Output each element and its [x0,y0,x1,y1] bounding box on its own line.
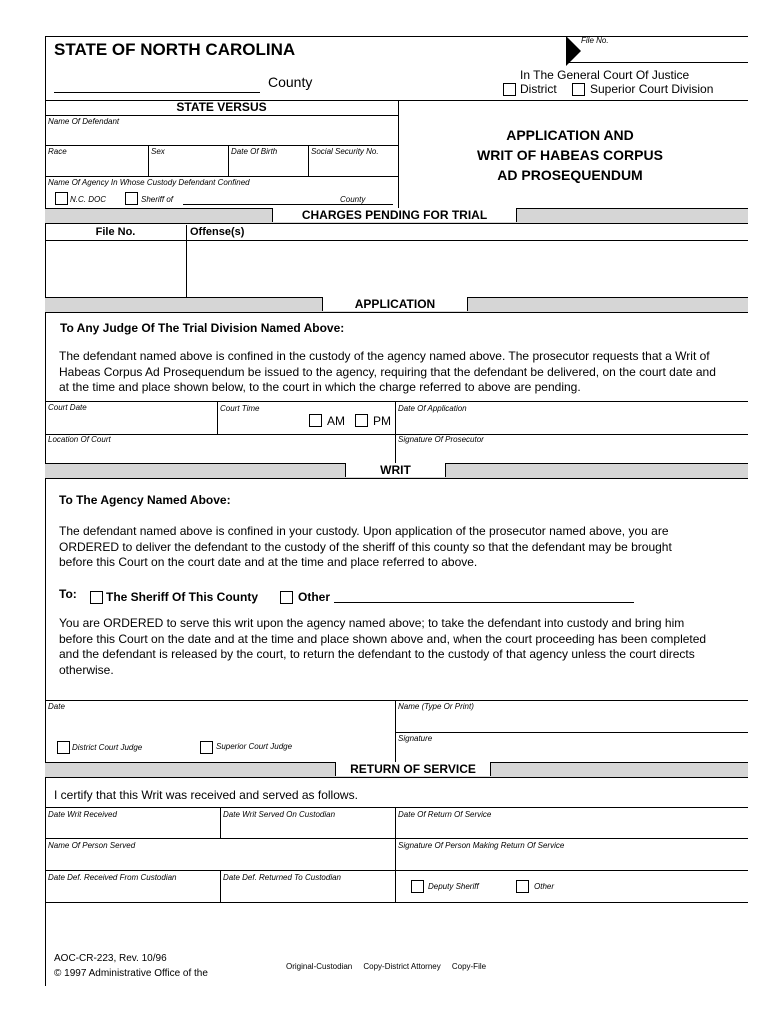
charges-offense-field[interactable] [190,244,740,294]
state-title: STATE OF NORTH CAROLINA [54,40,296,59]
charges-heading: CHARGES PENDING FOR TRIAL [272,208,517,222]
to-label: To: [59,587,77,601]
other-agency-checkbox[interactable] [280,591,293,604]
race-label: Race [48,147,67,156]
return-other-checkbox[interactable] [516,880,529,893]
deputy-sheriff-checkbox[interactable] [411,880,424,893]
nc-doc-label: N.C. DOC [70,195,106,204]
am-checkbox[interactable] [309,414,322,427]
agency-label: Name Of Agency In Whose Custody Defendant Confined [48,178,250,187]
writ-salutation: To The Agency Named Above: [59,493,231,507]
certify-text: I certify that this Writ was received and served as follows. [54,788,358,802]
person-served-label: Name Of Person Served [48,841,136,850]
file-marker-arrow [566,36,582,66]
agency-county-label: County [340,195,366,204]
date-writ-received-label: Date Writ Received [48,810,117,819]
district-label: District [520,82,557,96]
district-court-judge-checkbox[interactable] [57,741,70,754]
application-line1: The defendant named above is confined in the custody of the agency named above. The prosecutor requests that a Writ of [59,349,710,363]
writ-p2-line3: and the defendant is released by the court, to return the defendant to the custody of that agency unless the court directs [59,647,695,661]
county-label: County [268,74,313,90]
writ-p1-line1: The defendant named above is confined in your custody. Upon application of the prosecutor named above, you are [59,524,669,538]
charges-file-no-field[interactable] [48,244,182,294]
form-title-line1: APPLICATION AND [506,127,634,143]
writ-heading: WRIT [345,463,446,477]
writ-signature-label: Signature [398,734,433,743]
writ-p1-line2: ORDERED to deliver the defendant to the custody of the sheriff of this county so that the defendant may be brought [59,539,672,554]
file-no-label: File No. [581,36,609,45]
pm-checkbox[interactable] [355,414,368,427]
district-checkbox[interactable] [503,83,516,96]
writ-p2-line4: otherwise. [59,662,114,677]
sheriff-county-line[interactable] [183,204,393,205]
form-id: AOC-CR-223, Rev. 10/96 [54,953,167,964]
state-versus-label: STATE VERSUS [176,100,267,114]
writ-name-label: Name (Type Or Print) [398,702,474,711]
ssn-label: Social Security No. [311,147,379,156]
writ-paragraph-2 [59,616,706,678]
writ-p2-line2: before this Court on the date and at the time and place shown above and, when the court proceeding has been completed [59,631,707,646]
application-line2: Habeas Corpus Ad Prosequendum be issued to the agency, requiring that the defendant be delivered, on the court date and [59,364,716,379]
sheriff-of-checkbox[interactable] [125,192,138,205]
superior-court-judge-label: Superior Court Judge [216,742,293,751]
superior-court-checkbox[interactable] [572,83,585,96]
sex-label: Sex [151,147,165,156]
superior-court-label: Superior Court Division [590,82,714,96]
name-of-defendant-label: Name Of Defendant [48,117,120,126]
application-line3: at the time and place shown below, to the court in which the charge referred to above are pending. [59,380,581,394]
date-of-application-label: Date Of Application [398,404,467,413]
sheriff-of-this-county-label: The Sheriff Of This County [106,590,258,604]
form-title-line2: WRIT OF HABEAS CORPUS [477,147,663,163]
writ-paragraph-1 [59,524,672,571]
charges-file-no-header: File No. [95,226,136,238]
form-title [400,125,740,185]
writ-date-label: Date [48,702,65,711]
def-returned-label: Date Def. Returned To Custodian [223,873,341,882]
sheriff-of-label: Sheriff of [141,195,174,204]
dob-label: Date Of Birth [231,147,278,156]
other-agency-line[interactable] [334,602,634,603]
other-agency-label: Other [298,590,331,604]
return-other-label: Other [534,882,555,891]
date-of-return-label: Date Of Return Of Service [398,810,492,819]
superior-court-judge-checkbox[interactable] [200,741,213,754]
am-label: AM [327,414,345,428]
location-of-court-label: Location Of Court [48,435,111,444]
application-paragraph [59,349,716,396]
signature-of-prosecutor-label: Signature Of Prosecutor [398,435,484,444]
county-input-line[interactable] [54,92,260,93]
return-signature-label: Signature Of Person Making Return Of Service [398,841,565,850]
sheriff-of-this-county-checkbox[interactable] [90,591,103,604]
date-writ-served-label: Date Writ Served On Custodian [223,810,336,819]
deputy-sheriff-label: Deputy Sheriff [428,882,479,891]
writ-p1-line3: before this Court on the court date and at the time and place referred to above. [59,555,478,569]
court-of-justice-label: In The General Court Of Justice [520,68,690,82]
district-court-judge-label: District Court Judge [72,743,143,752]
application-heading: APPLICATION [322,297,468,311]
form-title-line3: AD PROSEQUENDUM [497,167,643,183]
return-of-service-heading: RETURN OF SERVICE [335,762,491,776]
distribution: Original-Custodian Copy-District Attorney Copy-File [286,962,487,971]
court-time-label: Court Time [220,404,260,413]
application-salutation: To Any Judge Of The Trial Division Named Above: [60,321,345,335]
def-received-label: Date Def. Received From Custodian [48,873,177,882]
copyright: © 1997 Administrative Office of the [54,968,208,979]
charges-offense-header: Offense(s) [190,226,245,238]
pm-label: PM [373,414,391,428]
nc-doc-checkbox[interactable] [55,192,68,205]
court-date-label: Court Date [48,403,87,412]
writ-p2-line1: You are ORDERED to serve this writ upon the agency named above; to take the defendant into custody and bring him [59,616,685,630]
